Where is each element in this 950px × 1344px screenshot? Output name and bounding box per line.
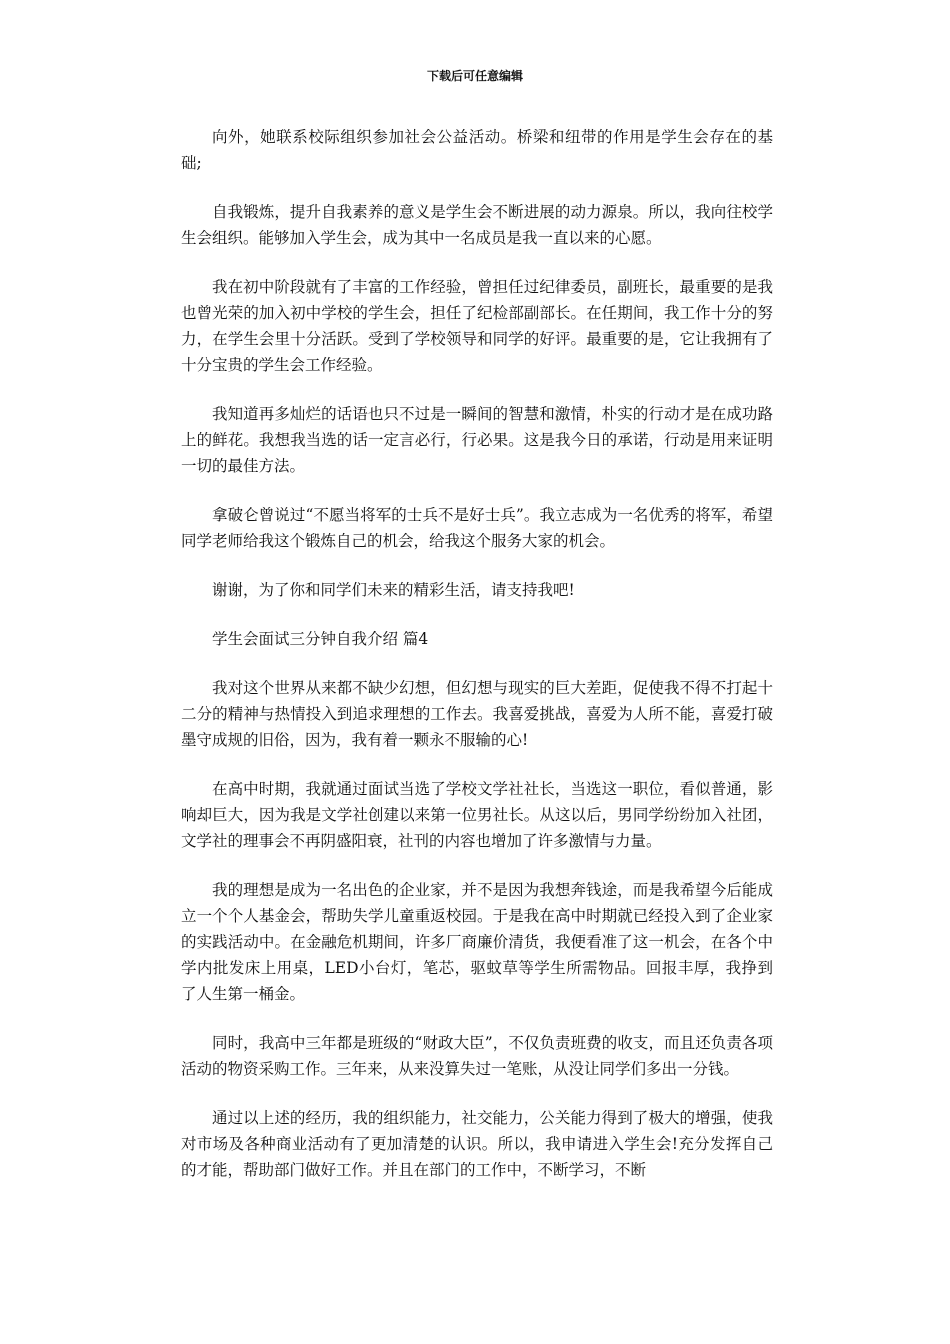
document-body <box>181 124 773 1206</box>
paragraph: 我的理想是成为一名出色的企业家，并不是因为我想奔钱途，而是我希望今后能成立一个个人基金会，帮助失学儿童重返校园。于是我在高中时期就已经投入到了企业家的实践活动中。在金融危机期间，许多厂商廉价清货，我便看准了这一机会，在各个中学内批发床上用桌，LED小台灯，笔芯，驱蚊草等学生所需物品。回报丰厚，我挣到了人生第一桶金。 <box>181 881 773 1003</box>
paragraph: 自我锻炼，提升自我素养的意义是学生会不断进展的动力源泉。所以，我向往校学生会组织。能够加入学生会，成为其中一名成员是我一直以来的心愿。 <box>181 203 773 247</box>
paragraph: 我对这个世界从来都不缺少幻想，但幻想与现实的巨大差距，促使我不得不打起十二分的精神与热情投入到追求理想的工作去。我喜爱挑战，喜爱为人所不能，喜爱打破墨守成规的旧俗，因为，我有着一颗永不服输的心! <box>181 679 773 749</box>
paragraph: 我知道再多灿烂的话语也只不过是一瞬间的智慧和激情，朴实的行动才是在成功路上的鲜花。我想我当选的话一定言必行，行必果。这是我今日的承诺，行动是用来证明一切的最佳方法。 <box>181 405 773 475</box>
page-header: 下载后可任意编辑 <box>426 69 523 83</box>
paragraph: 通过以上述的经历，我的组织能力，社交能力，公关能力得到了极大的增强，使我对市场及各种商业活动有了更加清楚的认识。所以，我申请进入学生会!充分发挥自己的才能，帮助部门做好工作。并且在部门的工作中，不断学习，不断 <box>181 1109 773 1179</box>
paragraph: 向外，她联系校际组织参加社会公益活动。桥梁和纽带的作用是学生会存在的基础; <box>181 128 773 172</box>
section-heading: 学生会面试三分钟自我介绍 篇4 <box>212 630 429 648</box>
paragraph: 我在初中阶段就有了丰富的工作经验，曾担任过纪律委员，副班长，最重要的是我也曾光荣的加入初中学校的学生会，担任了纪检部副部长。在任期间，我工作十分的努力，在学生会里十分活跃。受到了学校领导和同学的好评。最重要的是，它让我拥有了十分宝贵的学生会工作经验。 <box>181 278 773 374</box>
paragraph: 拿破仑曾说过“不愿当将军的士兵不是好士兵”。我立志成为一名优秀的将军，希望同学老师给我这个锻炼自己的机会，给我这个服务大家的机会。 <box>181 506 773 550</box>
paragraph: 谢谢，为了你和同学们未来的精彩生活，请支持我吧! <box>212 581 575 599</box>
paragraph: 同时，我高中三年都是班级的“财政大臣”，不仅负责班费的收支，而且还负责各项活动的物资采购工作。三年来，从来没算失过一笔账，从没让同学们多出一分钱。 <box>181 1034 773 1078</box>
paragraph: 在高中时期，我就通过面试当选了学校文学社社长，当选这一职位，看似普通，影响却巨大，因为我是文学社创建以来第一位男社长。从这以后，男同学纷纷加入社团，文学社的理事会不再阴盛阳衰，社刊的内容也增加了许多激情与力量。 <box>181 780 773 850</box>
